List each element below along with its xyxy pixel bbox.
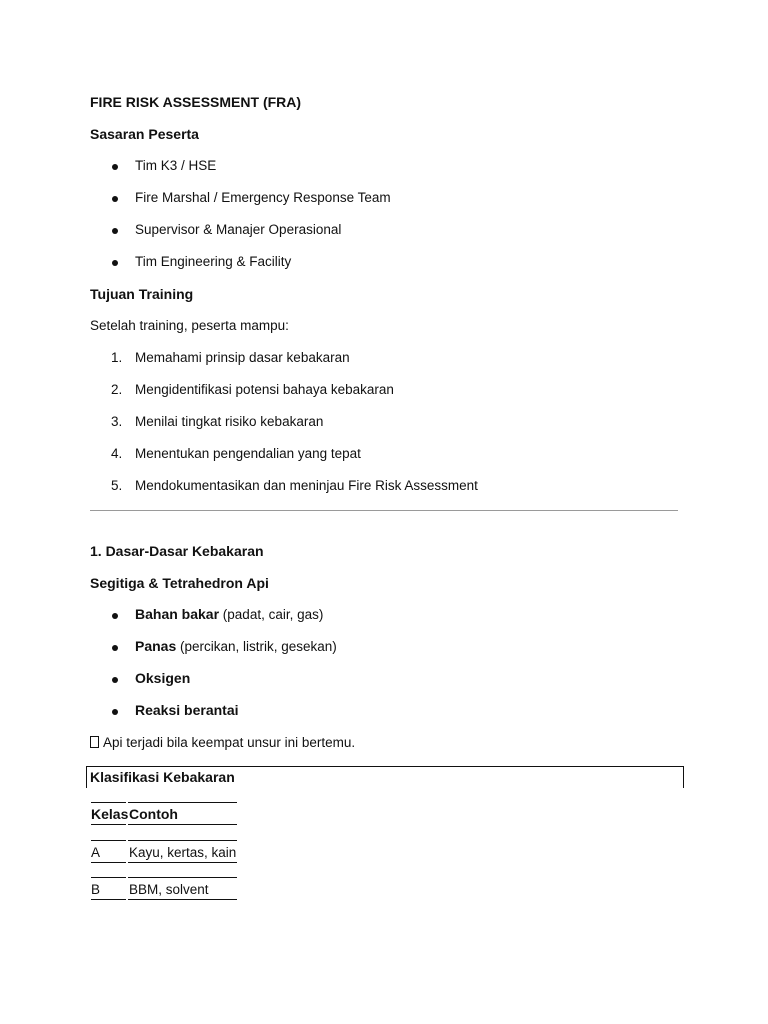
table-rule	[128, 840, 237, 841]
list-number: 3.	[111, 414, 123, 429]
section-divider	[90, 510, 678, 511]
fire-element-term: Reaksi berantai	[135, 702, 239, 718]
table-rule	[128, 802, 237, 803]
participant-item: Supervisor & Manajer Operasional	[135, 222, 342, 237]
objectives-intro: Setelah training, peserta mampu:	[90, 318, 289, 333]
objective-item: Memahami prinsip dasar kebakaran	[135, 350, 350, 365]
table-rule	[91, 862, 126, 863]
table-row-example: Kayu, kertas, kain	[129, 845, 237, 860]
bullet-icon	[112, 645, 118, 651]
bullet-icon	[112, 260, 118, 266]
bullet-icon	[112, 677, 118, 683]
participant-item: Tim K3 / HSE	[135, 158, 217, 173]
table-row-class: B	[91, 882, 101, 897]
table-rule	[128, 824, 237, 825]
box-right-border	[683, 766, 684, 788]
fire-element-item	[135, 670, 190, 686]
classification-heading: Klasifikasi Kebakaran	[90, 769, 235, 785]
box-top-border	[86, 766, 684, 767]
table-rule	[91, 824, 126, 825]
bullet-icon	[112, 613, 118, 619]
bullet-icon	[112, 164, 118, 170]
fire-element-detail: (percikan, listrik, gesekan)	[176, 639, 337, 654]
objective-item: Menentukan pengendalian yang tepat	[135, 446, 361, 461]
document-title: FIRE RISK ASSESSMENT (FRA)	[90, 94, 302, 110]
missing-glyph-icon	[90, 736, 99, 748]
participant-item: Tim Engineering & Facility	[135, 254, 292, 269]
objectives-heading: Tujuan Training	[90, 286, 194, 302]
box-left-border	[86, 766, 87, 788]
fire-element-term: Bahan bakar	[135, 606, 220, 622]
bullet-icon	[112, 196, 118, 202]
list-number: 1.	[111, 350, 123, 365]
fire-element-item	[135, 638, 337, 654]
table-rule	[128, 899, 237, 900]
objective-item: Menilai tingkat risiko kebakaran	[135, 414, 324, 429]
table-row-class: A	[91, 845, 101, 860]
fire-note: Api terjadi bila keempat unsur ini bertemu.	[103, 735, 356, 750]
participants-heading: Sasaran Peserta	[90, 126, 199, 142]
list-number: 5.	[111, 478, 123, 493]
list-number: 4.	[111, 446, 123, 461]
bullet-icon	[112, 709, 118, 715]
objective-item: Mendokumentasikan dan meninjau Fire Risk Assessment	[135, 478, 478, 493]
list-number: 2.	[111, 382, 123, 397]
table-row-example: BBM, solvent	[129, 882, 209, 897]
table-header-class: Kelas	[91, 806, 129, 822]
fire-element-item	[135, 702, 239, 718]
table-rule	[91, 802, 126, 803]
table-rule	[128, 877, 237, 878]
section-heading: 1. Dasar-Dasar Kebakaran	[90, 543, 264, 559]
fire-element-detail: (padat, cair, gas)	[219, 607, 324, 622]
objective-item: Mengidentifikasi potensi bahaya kebakaran	[135, 382, 394, 397]
table-rule	[91, 899, 126, 900]
table-rule	[128, 862, 237, 863]
section-subheading: Segitiga & Tetrahedron Api	[90, 575, 269, 591]
table-rule	[91, 840, 126, 841]
table-header-example: Contoh	[129, 806, 178, 822]
fire-element-term: Panas	[135, 638, 177, 654]
fire-element-term: Oksigen	[135, 670, 191, 686]
table-rule	[91, 877, 126, 878]
participant-item: Fire Marshal / Emergency Response Team	[135, 190, 391, 205]
bullet-icon	[112, 228, 118, 234]
fire-element-item	[135, 606, 323, 622]
